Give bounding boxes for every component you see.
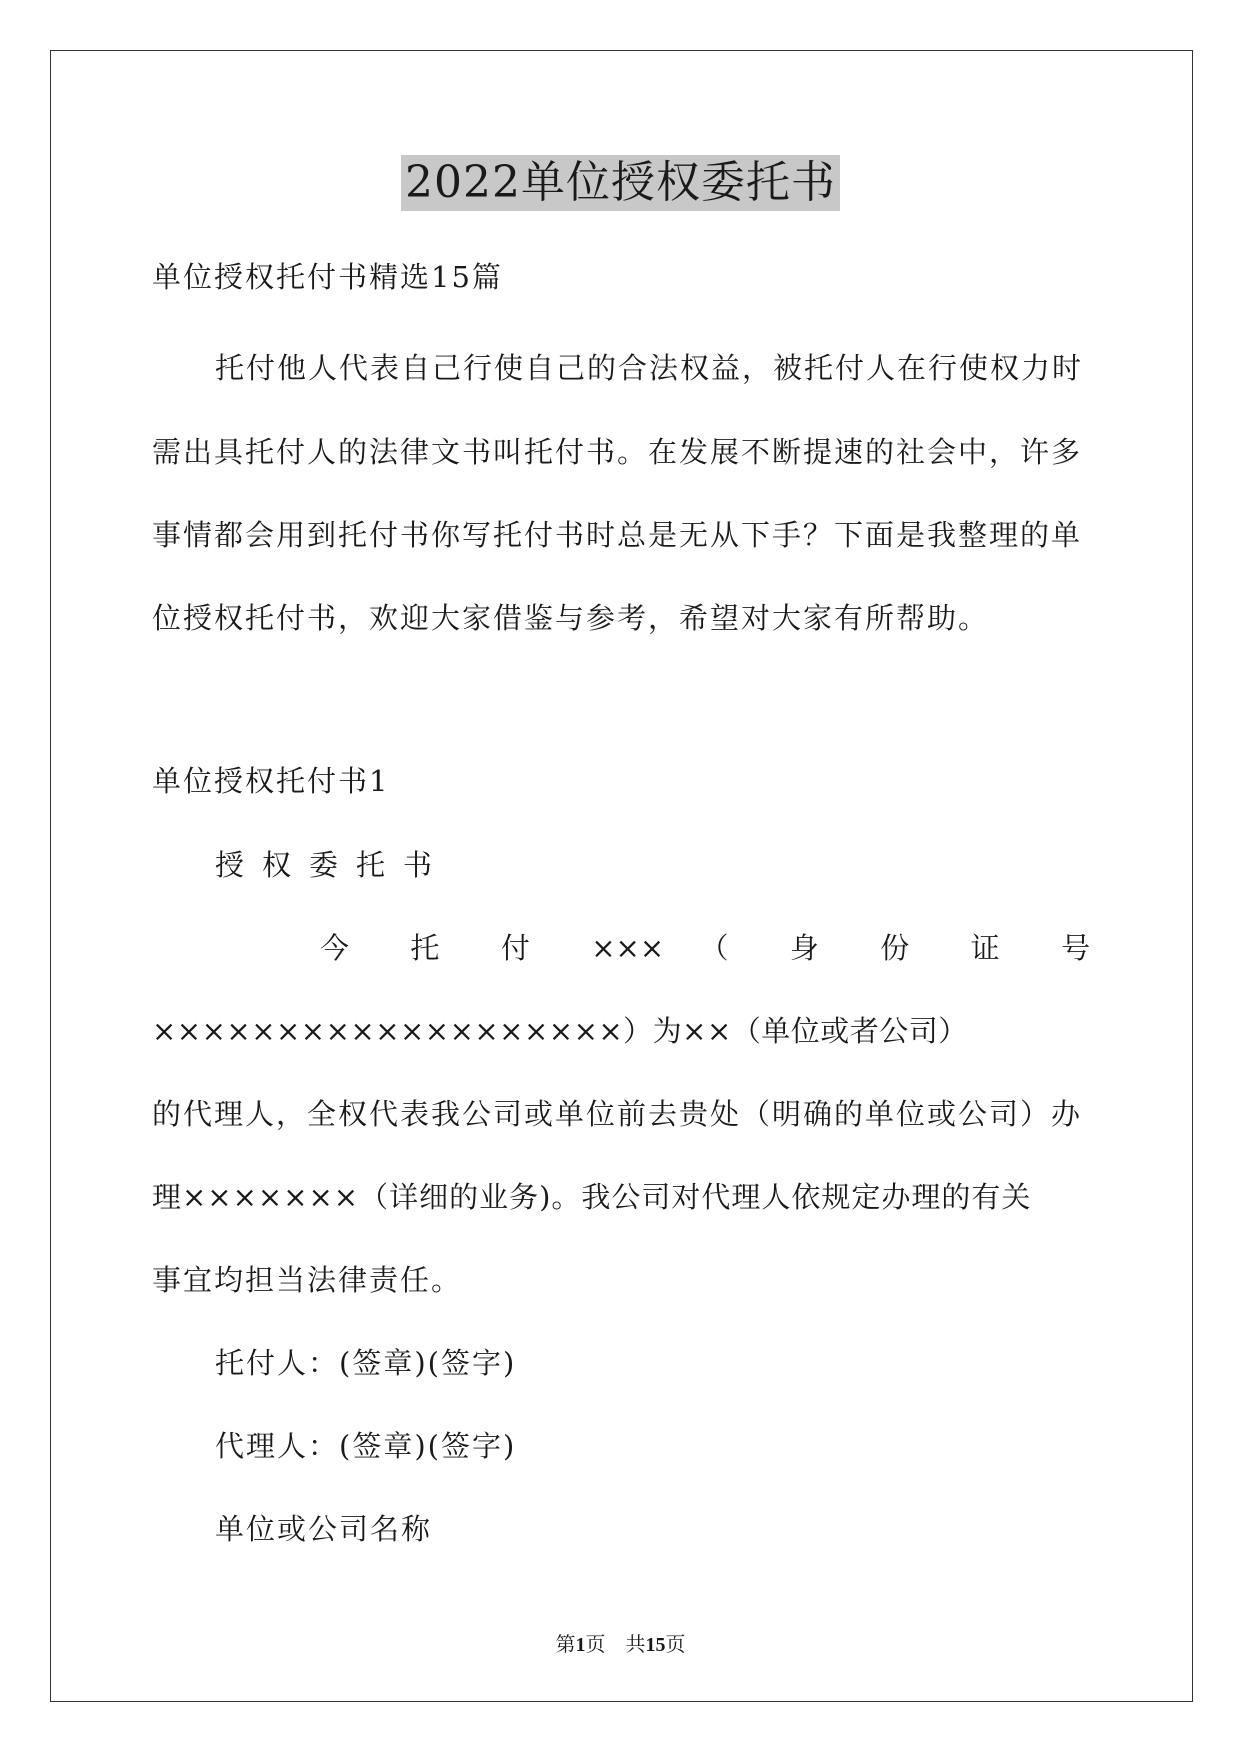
intro-line-1: 托付他人代表自己行使自己的合法权益，被托付人在行使权力时 <box>215 351 1084 385</box>
body-line-2: ×××××××××××××××××××）为××（单位或者公司） <box>152 1014 968 1048</box>
body-word: 付 <box>500 931 556 965</box>
intro-line-3: 事情都会用到托付书你写托付书时总是无从下手？下面是我整理的单 <box>152 518 1083 552</box>
body-line-1 <box>320 928 1090 968</box>
body-word: （ <box>699 931 755 965</box>
body-line-4: 理×××××××（详细的业务)。我公司对代理人依规定办理的有关 <box>152 1180 1032 1214</box>
title-container <box>0 155 1241 211</box>
intro-line-4: 位授权托付书，欢迎大家借鉴与参考，希望对大家有所帮助。 <box>152 601 990 635</box>
footer-mid: 页 共 <box>585 1634 646 1656</box>
body-line-3: 的代理人，全权代表我公司或单位前去贵处（明确的单位或公司）办 <box>152 1097 1083 1131</box>
body-word: 托 <box>410 931 466 965</box>
footer-page-number: 1 <box>575 1634 586 1656</box>
document-subtitle: 单位授权托付书精选15篇 <box>152 260 503 294</box>
body-word: 号 <box>1061 931 1090 965</box>
footer-suffix: 页 <box>665 1634 686 1656</box>
body-word: 份 <box>880 931 936 965</box>
document-title: 2022单位授权委托书 <box>401 155 840 211</box>
intro-line-2: 需出具托付人的法律文书叫托付书。在发展不断提速的社会中，许多 <box>152 435 1083 469</box>
authorization-title: 授权委托书 <box>215 848 451 882</box>
principal-signature: 托付人：(签章)(签字) <box>215 1346 517 1380</box>
footer-prefix: 第 <box>555 1634 576 1656</box>
footer-total-pages: 15 <box>645 1634 666 1656</box>
section-heading: 单位授权托付书1 <box>152 764 390 798</box>
page-footer <box>0 1630 1241 1659</box>
body-line-5: 事宜均担当法律责任。 <box>152 1263 463 1297</box>
body-word: 证 <box>970 931 1026 965</box>
company-name-label: 单位或公司名称 <box>215 1512 433 1546</box>
body-word: 身 <box>789 931 845 965</box>
body-word: ××× <box>591 931 665 965</box>
agent-signature: 代理人：(签章)(签字) <box>215 1429 517 1463</box>
body-word: 今 <box>320 931 376 965</box>
